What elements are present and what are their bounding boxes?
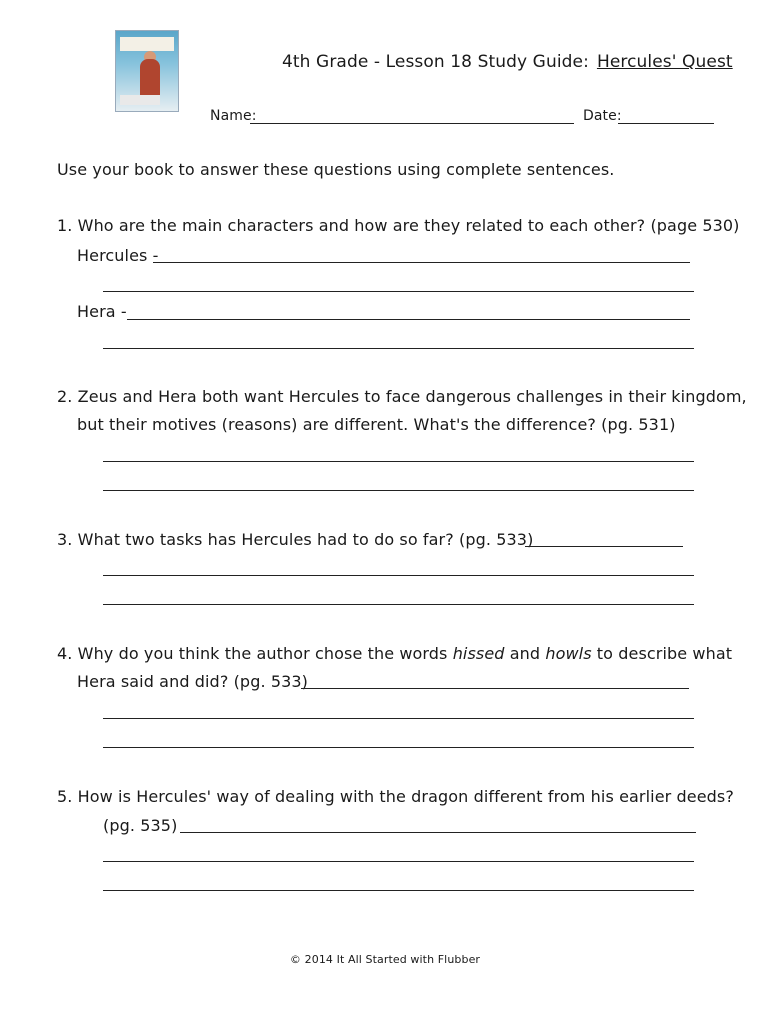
cover-title-band <box>120 37 174 51</box>
answer-line-5a[interactable] <box>180 832 696 833</box>
copyright-text: © 2014 It All Started with Flubber <box>289 953 481 966</box>
answer-line-4b[interactable] <box>103 718 694 719</box>
answer-line-4c[interactable] <box>103 747 694 748</box>
answer-line-1b[interactable] <box>103 291 694 292</box>
answer-line-5c[interactable] <box>103 890 694 891</box>
answer-line-1a[interactable] <box>153 262 690 263</box>
page-title <box>282 52 733 72</box>
question-4-text-b: and <box>504 644 546 663</box>
question-2-line-1: 2. Zeus and Hera both want Hercules to face dangerous challenges in their kingdom, <box>57 387 747 406</box>
answer-line-3a[interactable] <box>525 546 683 547</box>
footer <box>0 953 770 966</box>
book-cover-image <box>115 30 179 112</box>
cover-figure <box>140 59 160 99</box>
question-3: 3. What two tasks has Hercules had to do so far? (pg. 533) <box>57 530 534 549</box>
question-4-line-1 <box>57 644 732 663</box>
lesson-title: 4th Grade - Lesson 18 Study Guide: <box>282 52 589 72</box>
date-field[interactable] <box>618 123 714 124</box>
question-4-word-howls: howls <box>545 644 592 663</box>
question-4-word-hissed: hissed <box>452 644 505 663</box>
instructions: Use your book to answer these questions using complete sentences. <box>57 160 615 179</box>
question-1-hera-label: Hera - <box>77 302 127 321</box>
answer-line-1c[interactable] <box>127 319 690 320</box>
name-label: Name: <box>210 108 257 124</box>
answer-line-3c[interactable] <box>103 604 694 605</box>
question-4-text-a: 4. Why do you think the author chose the words <box>57 644 453 663</box>
story-title: Hercules' Quest <box>596 52 733 72</box>
name-field[interactable] <box>250 123 574 124</box>
date-label: Date: <box>583 108 622 124</box>
cover-banner <box>120 95 160 105</box>
answer-line-1d[interactable] <box>103 348 694 349</box>
answer-line-4a[interactable] <box>301 688 689 689</box>
question-5-line-1: 5. How is Hercules' way of dealing with the dragon different from his earlier deeds? <box>57 787 734 806</box>
answer-line-5b[interactable] <box>103 861 694 862</box>
question-5-line-2: (pg. 535) <box>103 816 178 835</box>
question-1-hercules-label: Hercules - <box>77 246 159 265</box>
question-2-line-2: but their motives (reasons) are different. What's the difference? (pg. 531) <box>77 415 676 434</box>
answer-line-3b[interactable] <box>103 575 694 576</box>
question-4-line-2: Hera said and did? (pg. 533) <box>77 672 309 691</box>
question-1: 1. Who are the main characters and how are they related to each other? (page 530) <box>57 216 740 235</box>
answer-line-2a[interactable] <box>103 461 694 462</box>
question-4-text-c: to describe what <box>591 644 733 663</box>
answer-line-2b[interactable] <box>103 490 694 491</box>
